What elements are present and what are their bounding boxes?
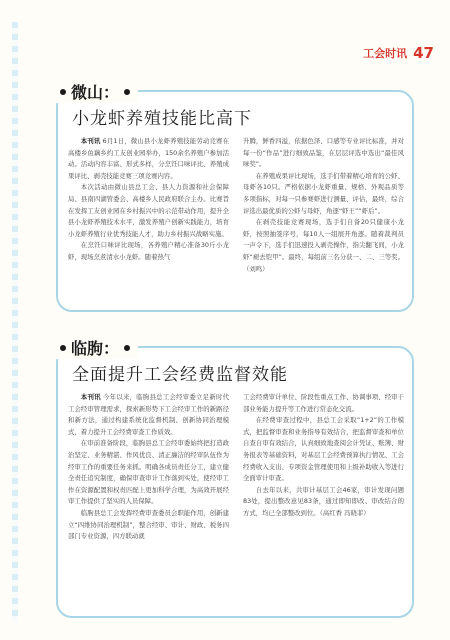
paragraph: 本刊讯 6月1日，微山县小龙虾养殖技能劳动竞赛在高楼乡鱼藕乡约工友创业园举办，150余名养殖户参加活动。活动内容丰富、形式多样，分烹饪口味评比、养殖成果评比、剥壳技能竞赛三项竞赛内容。 [68, 137, 229, 180]
lead-label: 本刊讯 [80, 137, 101, 145]
article-tag [54, 336, 138, 359]
paragraph: 临朐县总工会发挥经费审查委员会职能作用，创新建立“四维协同治理机制”，整合经审、审计、财政、税务四部门专业资源，四方联动就 [68, 508, 229, 541]
article-title: 小龙虾养殖技能比高下 [72, 109, 252, 129]
paragraph: 自去年以来，共审计基层工会46家，审计发现问题83处，提出整改意见83条，通过即知即改、审改结合的方式，均已全部整改到位。（高红香 冯晓菲） [243, 485, 404, 517]
paragraph: 在审前准备阶段，临朐县总工会经审委始终把打造政治坚定、业务精湛、作风优良、清正廉洁的经审队伍作为经审工作的重要任务来抓。明确各成员责任分工，建立健全责任追究制度，确保审查审计工作落到实处，使经审工作在资源配置和权责匹配上更加科学合理，为高效开展经审工作提供了坚实的人员保障。 [68, 439, 229, 506]
bullet-dot-icon [124, 345, 130, 351]
article-location: 临朐： [71, 339, 120, 358]
paragraph: 在养殖成果评比现场，选手们带着精心培育的公虾、母虾各10只。严格依据小龙虾重量、规格、外观品质等多项指标，对每一只参赛虾进行测量、评估，最终，综合评选出最优质的公虾与母虾，角逐“虾王”“虾后”。 [243, 171, 404, 215]
lead-label: 本刊讯 [80, 393, 101, 401]
decorative-spine [12, 22, 18, 622]
bullet-dot-icon [60, 345, 66, 351]
paragraph: 本次活动由微山县总工会、县人力资源和社会保障局、县南四湖管委会、高楼乡人民政府联合主办。比赛旨在发挥工友创业园在乡村振兴中的示范带动作用，提升全县小龙虾养殖技术水平，激发养殖户创新实践能力，培育小龙虾养殖行业优秀技能人才，助力乡村振兴战略实施。 [68, 183, 229, 238]
page-header [363, 44, 434, 62]
paragraph: 在烹饪口味评比现场，各养殖户精心准备30斤小龙虾，现场烹煮清水小龙虾。随着热气 [68, 241, 229, 261]
article-column-right [243, 136, 404, 308]
article-location: 微山： [71, 83, 120, 102]
section-name: 工会时讯 [363, 47, 408, 60]
article-tag [54, 80, 138, 103]
article-card-weishan [56, 83, 414, 312]
bullet-dot-icon [124, 89, 130, 95]
paragraph: 本刊讯 今年以来，临朐县总工会经审委立足新时代工会经审管理需求，探索新形势下工会经审工作的新路径和新方法，通过构建系统化监督机制、创新协同治理模式，着力提升工会经费审查工作质效。 [68, 393, 230, 436]
paragraph: 在剥壳技能竞赛现场，选手们自备20只健康小龙虾，按照抽签序号，每10人一组展开角逐。随着裁判员一声令下，选手们迅速投入剥壳操作，指尖翻飞间，小龙虾“褪去铠甲”。最终，每组前三名分获一、二、三等奖。（刘鸣） [243, 218, 404, 273]
paragraph: 升腾，鲜香四溢，依据色泽、口感等专业评比标准，并对每一份“作品”进行细致品鉴，在层层评选中选出“最佳风味奖”。 [243, 137, 404, 169]
bullet-dot-icon [60, 89, 66, 95]
article-column-left [68, 136, 229, 308]
article-body [68, 392, 404, 614]
article-title: 全面提升工会经费监督效能 [72, 365, 288, 385]
paragraph: 工会经费审计单位、阶段性重点工作、协调事项、经审干部业务能力提升等工作进行常态化交流。 [243, 393, 404, 413]
article-card-linqu [56, 339, 414, 618]
paragraph: 在经费审查过程中，县总工会采取“1+2”的工作模式，把监督审查和业务指导有效结合，把监督审查和单位自查自审有效结合，认真细致地查阅会计凭证、账簿、财务报表等基础资料，对基层工会经费预算执行情况、工会经费收入支出、专项资金管理使用和上级补助收入等进行全面审计审查。 [243, 416, 404, 483]
page-number: 47 [413, 44, 434, 62]
article-column-left [68, 392, 229, 614]
article-body [68, 136, 404, 308]
article-column-right [243, 392, 404, 614]
